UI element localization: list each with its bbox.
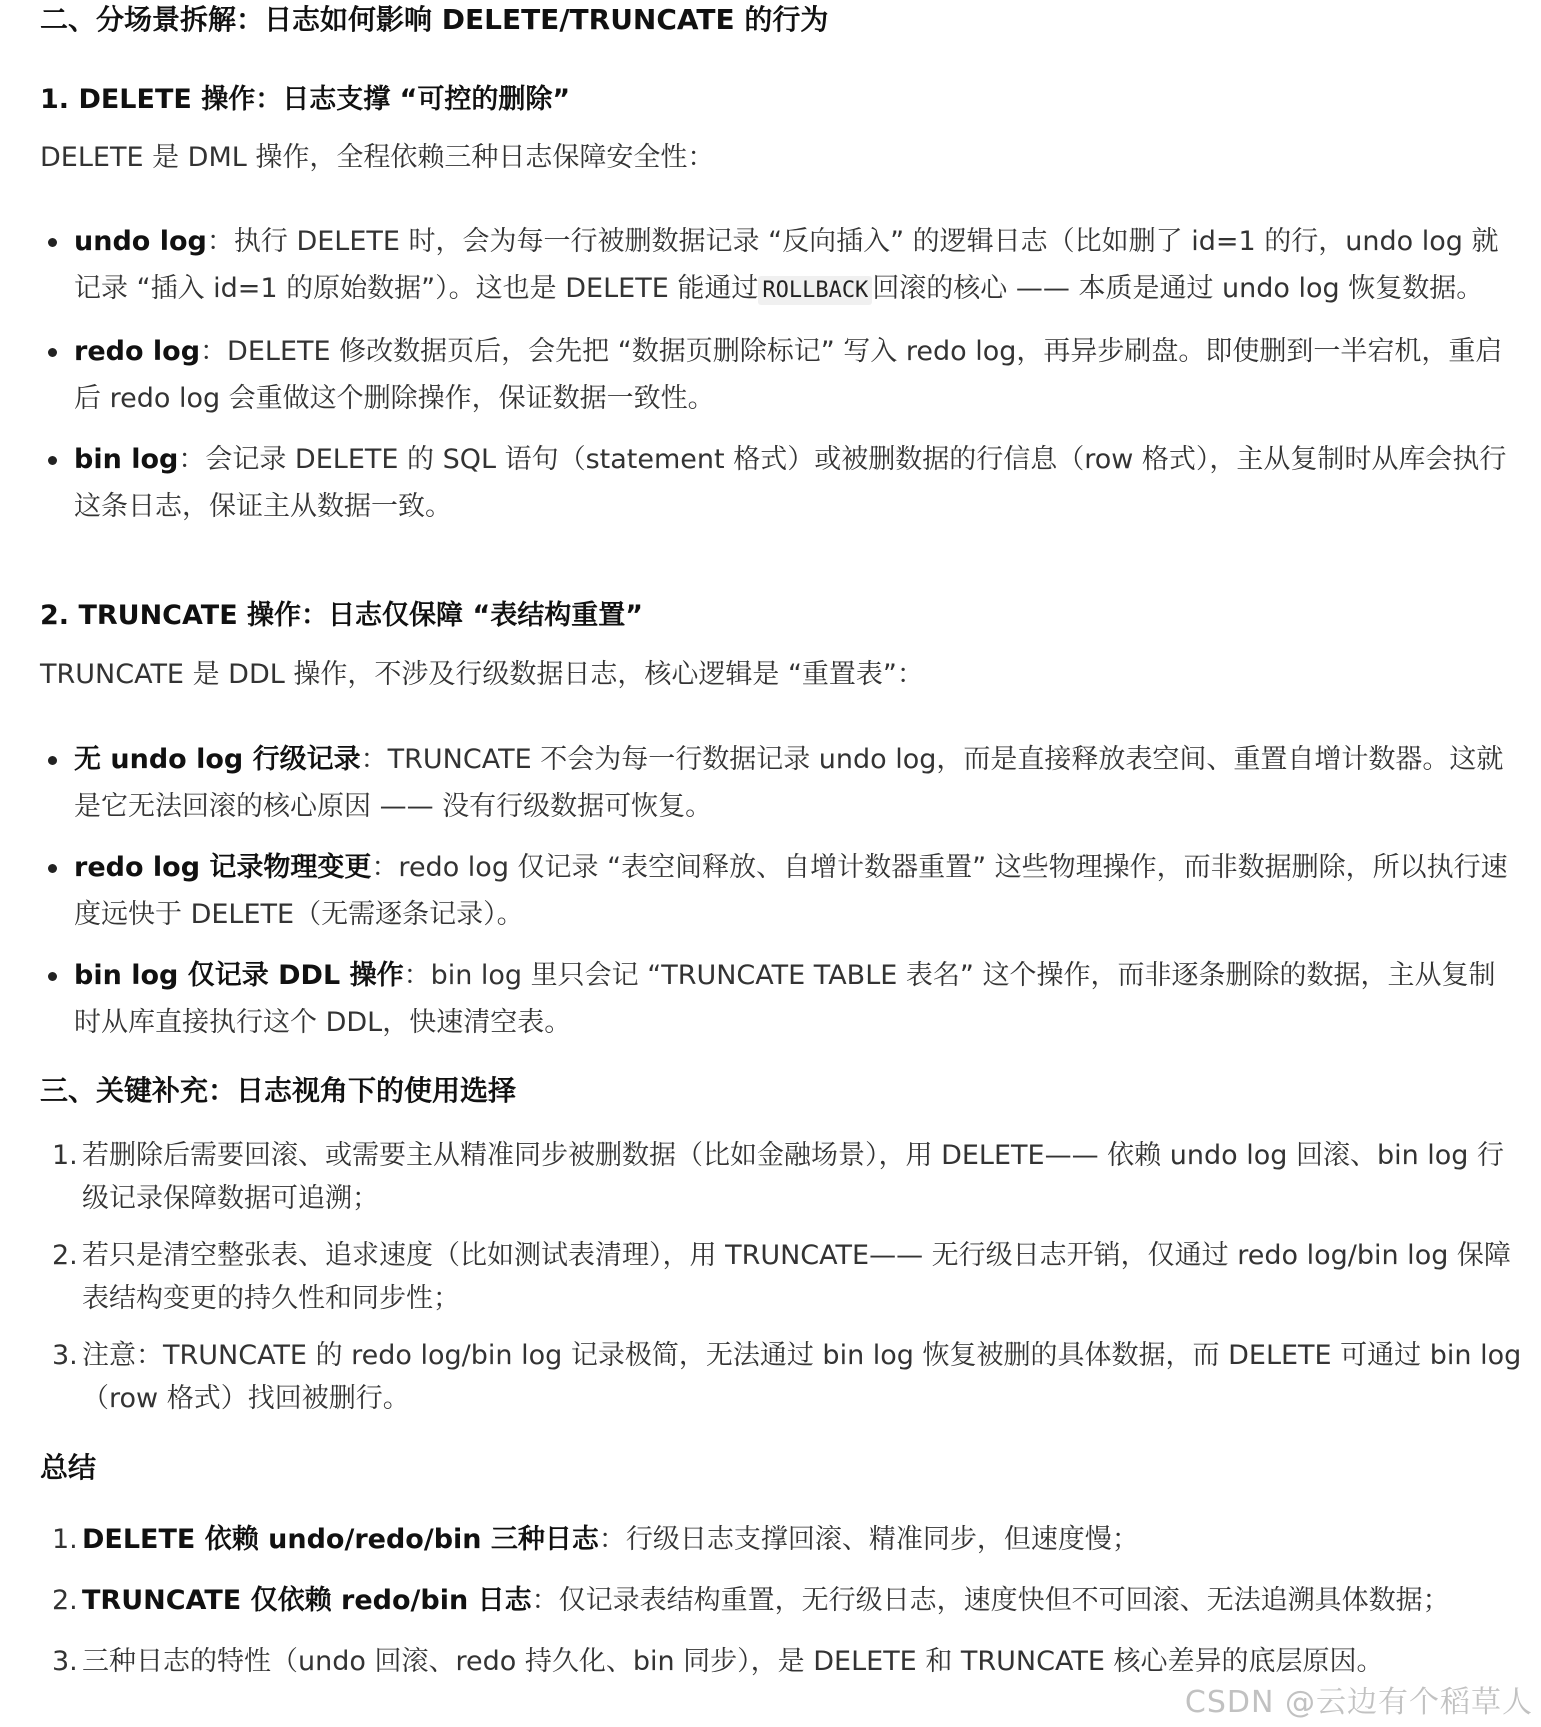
term-redo-log: redo log — [74, 336, 201, 367]
list-item-no-undo — [74, 736, 1514, 830]
list-item — [52, 1334, 1522, 1420]
rollback-code: ROLLBACK — [758, 276, 872, 305]
delete-heading: 1. DELETE 操作：日志支撑 “可控的删除” — [40, 84, 571, 115]
item-text: ：行级日志支撑回滚、精准同步，但速度慢； — [598, 1524, 1139, 1555]
bin-log-text: ：会记录 DELETE 的 SQL 语句（statement 格式）或被删数据的行信息（row 格式），主从复制时从库会执行这条日志，保证主从数据一致。 — [74, 444, 1507, 522]
list-item-redo-physical — [74, 844, 1514, 938]
no-undo-text: ：TRUNCATE 不会为每一行数据记录 undo log，而是直接释放表空间、重置自增计数器。这就是它无法回滚的核心原因 —— 没有行级数据可恢复。 — [74, 744, 1504, 822]
item-text: ：仅记录表结构重置，无行级日志，速度快但不可回滚、无法追溯具体数据； — [531, 1585, 1450, 1616]
list-item — [52, 1234, 1522, 1320]
section-2-title: 二、分场景拆解：日志如何影响 DELETE/TRUNCATE 的行为 — [40, 3, 829, 36]
term-no-undo: 无 undo log 行级记录 — [74, 744, 361, 775]
section-3-title: 三、关键补充：日志视角下的使用选择 — [40, 1074, 517, 1107]
item-text: 若删除后需要回滚、或需要主从精准同步被删数据（比如金融场景），用 DELETE—— 依赖 undo log 回滚、bin log 行级记录保障数据可追溯； — [82, 1140, 1505, 1214]
undo-log-text-after: 回滚的核心 —— 本质是通过 undo log 恢复数据。 — [872, 273, 1484, 304]
term-redo-physical: redo log 记录物理变更 — [74, 852, 372, 883]
item-number: 2. — [52, 1240, 78, 1271]
delete-lead: DELETE 是 DML 操作，全程依赖三种日志保障安全性： — [40, 142, 715, 173]
item-number: 3. — [52, 1340, 78, 1371]
list-item — [52, 1134, 1522, 1220]
item-number: 2. — [52, 1585, 78, 1616]
item-term: TRUNCATE 仅依赖 redo/bin 日志 — [82, 1585, 532, 1616]
usage-choice-list — [40, 1134, 1522, 1420]
summary-title: 总结 — [40, 1451, 97, 1484]
item-text: 若只是清空整张表、追求速度（比如测试表清理），用 TRUNCATE—— 无行级日志开销，仅通过 redo log/bin log 保障表结构变更的持久性和同步性； — [82, 1240, 1511, 1314]
list-item-bin-log — [74, 436, 1514, 530]
item-text: 注意：TRUNCATE 的 redo log/bin log 记录极简，无法通过 bin log 恢复被删的具体数据，而 DELETE 可通过 bin log（row 格式）找回被删行。 — [82, 1340, 1522, 1414]
redo-log-text: ：DELETE 修改数据页后，会先把 “数据页删除标记” 写入 redo log，再异步刷盘。即使删到一半宕机，重启后 redo log 会重做这个删除操作，保证数据一致性。 — [74, 336, 1503, 414]
bin-ddl-text: ：bin log 里只会记 “TRUNCATE TABLE 表名” 这个操作，而非逐条删除的数据，主从复制时从库直接执行这个 DDL，快速清空表。 — [74, 960, 1496, 1038]
list-item-bin-ddl — [74, 952, 1514, 1046]
item-number: 1. — [52, 1524, 78, 1555]
item-number: 1. — [52, 1140, 78, 1171]
term-bin-ddl: bin log 仅记录 DDL 操作 — [74, 960, 404, 991]
item-term: DELETE 依赖 undo/redo/bin 三种日志 — [82, 1524, 599, 1555]
term-bin-log: bin log — [74, 444, 179, 475]
truncate-log-list — [40, 736, 1514, 1046]
list-item — [52, 1579, 1522, 1622]
undo-log-text-before: ：执行 DELETE 时，会为每一行被删数据记录 “反向插入” 的逻辑日志（比如删了 id=1 的行，undo log 就记录 “插入 id=1 的原始数据”）。这也是 DELETE 能通过 — [74, 226, 1499, 304]
truncate-lead: TRUNCATE 是 DDL 操作，不涉及行级数据日志，核心逻辑是 “重置表”： — [40, 659, 924, 690]
summary-list — [40, 1518, 1522, 1683]
list-item — [52, 1518, 1522, 1561]
item-text: 三种日志的特性（undo 回滚、redo 持久化、bin 同步），是 DELETE 和 TRUNCATE 核心差异的底层原因。 — [82, 1646, 1384, 1677]
term-undo-log: undo log — [74, 226, 207, 257]
list-item-redo-log — [74, 328, 1514, 422]
csdn-watermark: CSDN @云边有个稻草人 — [1184, 1685, 1533, 1720]
list-item-undo-log — [74, 218, 1514, 314]
truncate-heading: 2. TRUNCATE 操作：日志仅保障 “表结构重置” — [40, 600, 643, 631]
redo-physical-text: ：redo log 仅记录 “表空间释放、自增计数器重置” 这些物理操作，而非数据删除，所以执行速度远快于 DELETE（无需逐条记录）。 — [74, 852, 1508, 930]
item-number: 3. — [52, 1646, 78, 1677]
delete-log-list — [40, 218, 1514, 530]
